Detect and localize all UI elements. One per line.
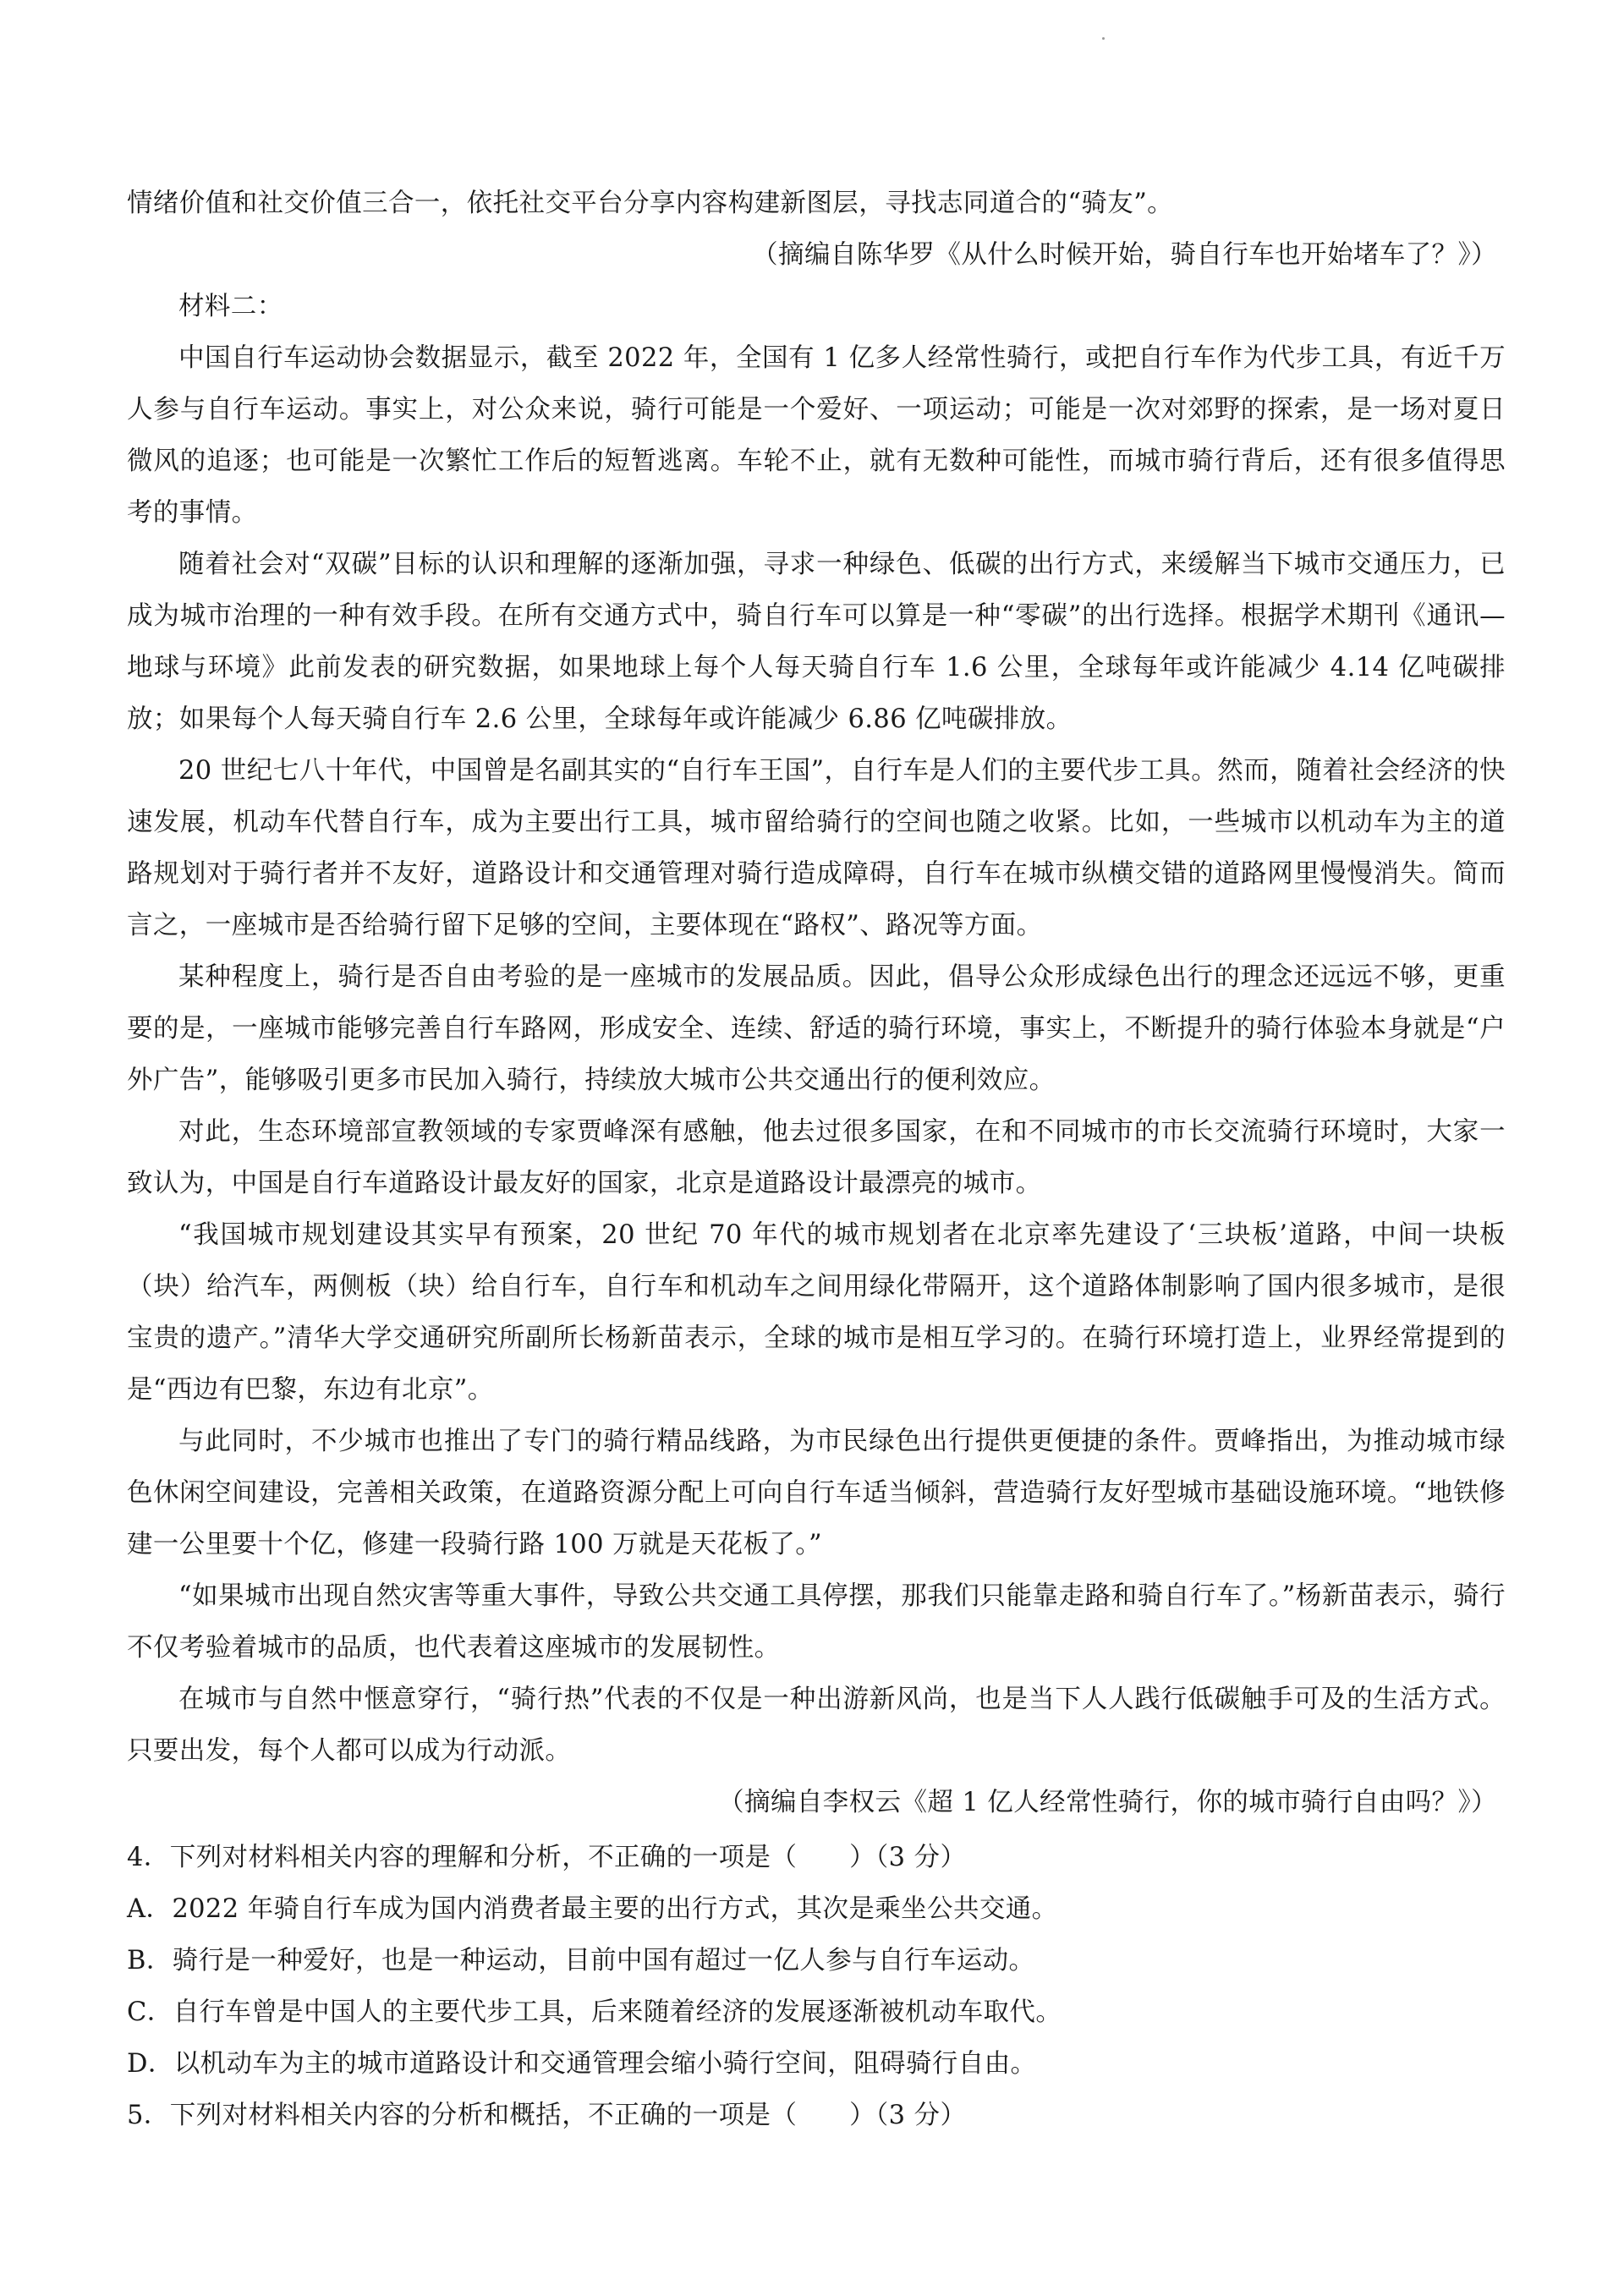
lead-line: 情绪价值和社交价值三合一，依托社交平台分享内容构建新图层，寻找志同道合的“骑友”。 — [127, 189, 1174, 218]
question-4-option-a: A．2022 年骑自行车成为国内消费者最主要的出行方式，其次是乘坐公共交通。 — [127, 1894, 1058, 1924]
reading-passage — [127, 178, 1506, 2141]
question-4-option-d: D．以机动车为主的城市道路设计和交通管理会缩小骑行空间，阻碍骑行自由。 — [127, 2049, 1037, 2079]
paragraph: 20 世纪七八十年代，中国曾是名副其实的“自行车王国”，自行车是人们的主要代步工具。然而，随着社会经济的快速发展，机动车代替自行车，成为主要出行工具，城市留给骑行的空间也随之收紧。比如，一些城市以机动车为主的道路规划对于骑行者并不友好，道路设计和交通管理对骑行造成障碍，自行车在城市纵横交错的道路网里慢慢消失。简而言之，一座城市是否给骑行留下足够的空间，主要体现在“路权”、路况等方面。 — [127, 756, 1506, 940]
question-5-stem: 5．下列对材料相关内容的分析和概括，不正确的一项是（ ）（3 分） — [127, 2101, 967, 2130]
question-4-stem: 4．下列对材料相关内容的理解和分析，不正确的一项是（ ）（3 分） — [127, 1843, 967, 1872]
question-4-option-c: C．自行车曾是中国人的主要代步工具，后来随着经济的发展逐渐被机动车取代。 — [127, 1997, 1062, 2027]
paragraph: 与此同时，不少城市也推出了专门的骑行精品线路，为市民绿色出行提供更便捷的条件。贾峰指出，为推动城市绿色休闲空间建设，完善相关政策，在道路资源分配上可向自行车适当倾斜，营造骑行友好型城市基础设施环境。“地铁修建一公里要十个亿，修建一段骑行路 100 万就是天花板了。” — [127, 1427, 1506, 1559]
question-4-option-b: B．骑行是一种爱好，也是一种运动，目前中国有超过一亿人参与自行车运动。 — [127, 1946, 1035, 1975]
material-2-heading: 材料二： — [178, 292, 283, 321]
paragraph: 某种程度上，骑行是否自由考验的是一座城市的发展品质。因此，倡导公众形成绿色出行的理念还远远不够，更重要的是，一座城市能够完善自行车路网，形成安全、连续、舒适的骑行环境，事实上，不断提升的骑行体验本身就是“户外广告”，能够吸引更多市民加入骑行，持续放大城市公共交通出行的便利效应。 — [127, 962, 1506, 1095]
paragraph: 对此，生态环境部宣教领域的专家贾峰深有感触，他去过很多国家，在和不同城市的市长交流骑行环境时，大家一致认为，中国是自行车道路设计最友好的国家，北京是道路设计最漂亮的城市。 — [127, 1117, 1506, 1198]
paragraph: “如果城市出现自然灾害等重大事件，导致公共交通工具停摆，那我们只能靠走路和骑自行车了。”杨新苗表示，骑行不仅考验着城市的品质，也代表着这座城市的发展韧性。 — [127, 1581, 1506, 1663]
question-list — [127, 1832, 1506, 2141]
paragraph: 中国自行车运动协会数据显示，截至 2022 年，全国有 1 亿多人经常性骑行，或把自行车作为代步工具，有近千万人参与自行车运动。事实上，对公众来说，骑行可能是一个爱好、一项运动；可能是一次对郊野的探索，是一场对夏日微风的追逐；也可能是一次繁忙工作后的短暂逃离。车轮不止，就有无数种可能性，而城市骑行背后，还有很多值得思考的事情。 — [127, 343, 1506, 528]
paragraph: 在城市与自然中惬意穿行，“骑行热”代表的不仅是一种出游新风尚，也是当下人人践行低碳触手可及的生活方式。只要出发，每个人都可以成为行动派。 — [127, 1685, 1506, 1766]
source-citation-2: （摘编自李权云《超 1 亿人经常性骑行，你的城市骑行自由吗？》） — [718, 1788, 1497, 1817]
scan-speck — [1102, 37, 1105, 40]
paragraph: 随着社会对“双碳”目标的认识和理解的逐渐加强，寻求一种绿色、低碳的出行方式，来缓解当下城市交通压力，已成为城市治理的一种有效手段。在所有交通方式中，骑自行车可以算是一种“零碳”的出行选择。根据学术期刊《通讯—地球与环境》此前发表的研究数据，如果地球上每个人每天骑自行车 1.6 公里，全球每年或许能减少 4.14 亿吨碳排放；如果每个人每天骑自行车 2.6 公里，全球每年或许能减少 6.86 亿吨碳排放。 — [127, 550, 1506, 734]
paragraph: “我国城市规划建设其实早有预案，20 世纪 70 年代的城市规划者在北京率先建设了‘三块板’道路，中间一块板（块）给汽车，两侧板（块）给自行车，自行车和机动车之间用绿化带隔开，这个道路体制影响了国内很多城市，是很宝贵的遗产。”清华大学交通研究所副所长杨新苗表示，全球的城市是相互学习的。在骑行环境打造上，业界经常提到的是“西边有巴黎，东边有北京”。 — [127, 1220, 1506, 1405]
source-citation-1: （摘编自陈华罗《从什么时候开始，骑自行车也开始堵车了？》） — [752, 240, 1497, 270]
